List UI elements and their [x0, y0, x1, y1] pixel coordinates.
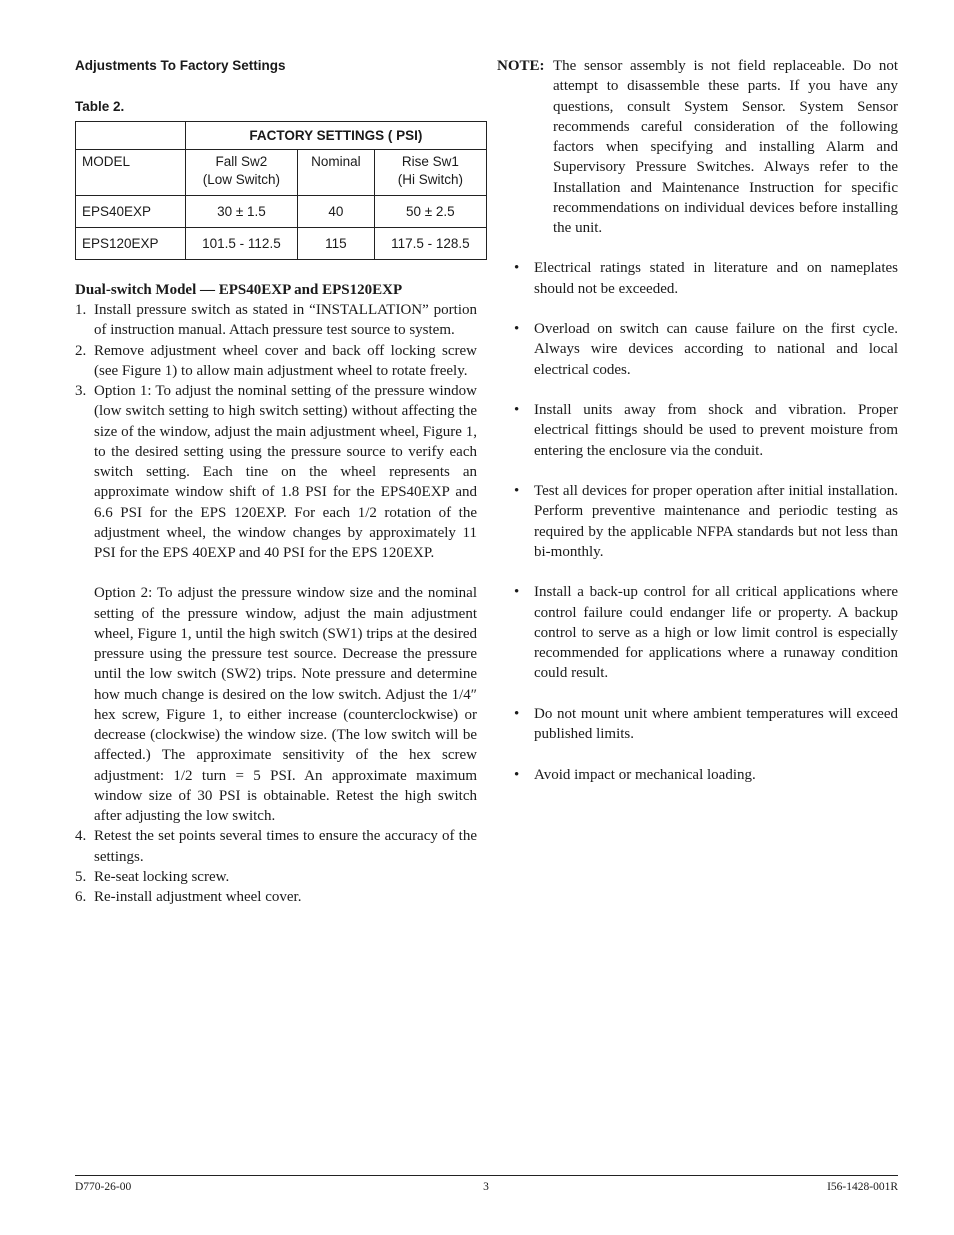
note-block: [497, 56, 898, 238]
step-number: 1.: [75, 302, 87, 318]
list-item: [497, 319, 898, 380]
adjustment-steps-list: [75, 300, 477, 907]
bullet-icon: •: [514, 483, 520, 499]
list-item: [75, 341, 477, 382]
footer-page-number: 3: [483, 1181, 489, 1193]
list-item: [497, 400, 898, 461]
list-item: [497, 765, 898, 785]
bullet-text: Overload on switch can cause failure on the first cycle. Always wire devices according to national and local electrical codes.: [534, 321, 898, 378]
bullet-text: Electrical ratings stated in literature and on nameplates should not be exceeded.: [534, 260, 898, 297]
table-label: Table 2.: [75, 99, 125, 114]
list-item: [75, 826, 477, 867]
cell-nominal: 40: [298, 196, 375, 228]
step-number: 3.: [75, 383, 87, 399]
step-text: Install pressure switch as stated in “INSTALLATION” portion of instruction manual. Attach pressure test source to system.: [94, 302, 477, 339]
list-item: [497, 481, 898, 562]
col-header-fall: [185, 150, 297, 196]
factory-settings-table: [75, 121, 487, 260]
list-item: [75, 887, 477, 907]
col-header-rise-line2: (Hi Switch): [397, 172, 463, 187]
cell-fall: 30 ± 1.5: [185, 196, 297, 228]
table-group-header: FACTORY SETTINGS ( PSI): [185, 122, 486, 150]
cell-rise: 117.5 - 128.5: [374, 228, 486, 260]
step-number: 4.: [75, 828, 87, 845]
table-row: [76, 228, 487, 260]
note-label: NOTE:: [497, 58, 545, 74]
step-text: Re-install adjustment wheel cover.: [94, 889, 302, 905]
bullet-text: Install a back-up control for all critical applications where control failure could endanger life or property. A backup control to serve as a high or low limit control is especially recommended for applications where a runaway condition could result.: [534, 584, 898, 682]
right-column: [497, 56, 898, 805]
bullet-text: Test all devices for proper operation after initial installation. Perform preventive maintenance and periodic testing as required by the applicable NFPA standards but not less than bi-monthly.: [534, 483, 898, 560]
list-item: [497, 704, 898, 745]
step-text: Retest the set points several times to ensure the accuracy of the settings.: [94, 828, 477, 865]
footer-divider: [75, 1175, 898, 1176]
left-column: [75, 56, 477, 905]
bullet-icon: •: [514, 766, 520, 783]
dual-switch-title: Dual-switch Model — EPS40EXP and EPS120EXP: [75, 282, 403, 298]
bullet-icon: •: [514, 260, 520, 277]
step-text: Option 1: To adjust the nominal setting of the pressure window (low switch setting to high switch setting) without affecting the size of the window, adjust the main adjustment wheel, Figure 1, to the desired setting using the pressure source to verify each switch setting. Each tine on the wheel represents an approximate window shift of 1.8 PSI for the EPS40EXP and 6.6 PSI for the EPS 120EXP. For each 1/2 rotation of the adjustment wheel, the window changes by approximately 11 PSI for the EPS 40EXP and 40 PSI for the EPS 120EXP.: [94, 383, 477, 561]
col-header-rise: [374, 150, 486, 196]
cell-nominal: 115: [298, 228, 375, 260]
bullet-icon: •: [514, 402, 520, 418]
bullet-icon: •: [514, 584, 520, 601]
col-header-fall-line1: Fall Sw2: [215, 154, 268, 169]
col-header-nominal: Nominal: [298, 150, 375, 196]
bullet-icon: •: [514, 705, 520, 722]
cell-fall: 101.5 - 112.5: [185, 228, 297, 260]
bullet-text: Avoid impact or mechanical loading.: [534, 766, 756, 783]
section-heading: Adjustments To Factory Settings: [75, 58, 286, 73]
bullet-text: Install units away from shock and vibration. Proper electrical fittings should be used to prevent moisture from entering the enclosure via the conduit.: [534, 402, 898, 459]
bullet-text: Do not mount unit where ambient temperatures will exceed published limits.: [534, 705, 898, 742]
step-text-option-2: Option 2: To adjust the pressure window size and the nominal setting of the pressure window, adjust the main adjustment wheel, Figure 1, until the high switch (SW1) trips at the desired pressure using the pressure test source. Decrease the pressure until the low switch (SW2) trips. Note pressure and determine how much change is desired on the low switch. Adjust the 1/4″ hex screw, Figure 1, to either increase (counterclockwise) or decrease (clockwise) the window size. (The low switch will be affected.) The approximate sensitivity of the hex screw adjustment: 1/2 turn = 5 PSI. An approximate maximum window size of 30 PSI is obtainable. Retest the high switch after adjusting the low switch.: [94, 585, 477, 824]
list-item: [497, 582, 898, 683]
list-item: [75, 381, 477, 826]
footer-doc-number: I56-1428-001R: [827, 1181, 898, 1193]
footer-doc-code: D770-26-00: [75, 1181, 132, 1193]
cell-rise: 50 ± 2.5: [374, 196, 486, 228]
col-header-model: MODEL: [76, 150, 186, 196]
step-number: 5.: [75, 868, 87, 885]
cell-model: EPS120EXP: [76, 228, 186, 260]
table-row: [76, 196, 487, 228]
bullet-icon: •: [514, 321, 520, 337]
step-number: 2.: [75, 342, 87, 359]
cell-model: EPS40EXP: [76, 196, 186, 228]
col-header-fall-line2: (Low Switch): [202, 172, 281, 187]
list-item: [497, 258, 898, 299]
precautions-list: [497, 258, 898, 785]
list-item: [75, 300, 477, 341]
step-number: 6.: [75, 889, 87, 905]
note-text: The sensor assembly is not field replaceable. Do not attempt to disassemble these parts. If you have any questions, consult System Sensor. System Sensor recommends careful consideration of the following factors when specifying and installing Alarm and Supervisory Pressure Switches. Always refer to the Installation and Maintenance Instruction for specific recommendations on individual devices before installing the unit.: [553, 58, 898, 236]
list-item: [75, 867, 477, 887]
step-text: Re-seat locking screw.: [94, 868, 230, 885]
table-corner-cell: [76, 122, 186, 150]
step-text: Remove adjustment wheel cover and back off locking screw (see Figure 1) to allow main adjustment wheel to rotate freely.: [94, 342, 477, 379]
col-header-rise-line1: Rise Sw1: [401, 154, 459, 169]
